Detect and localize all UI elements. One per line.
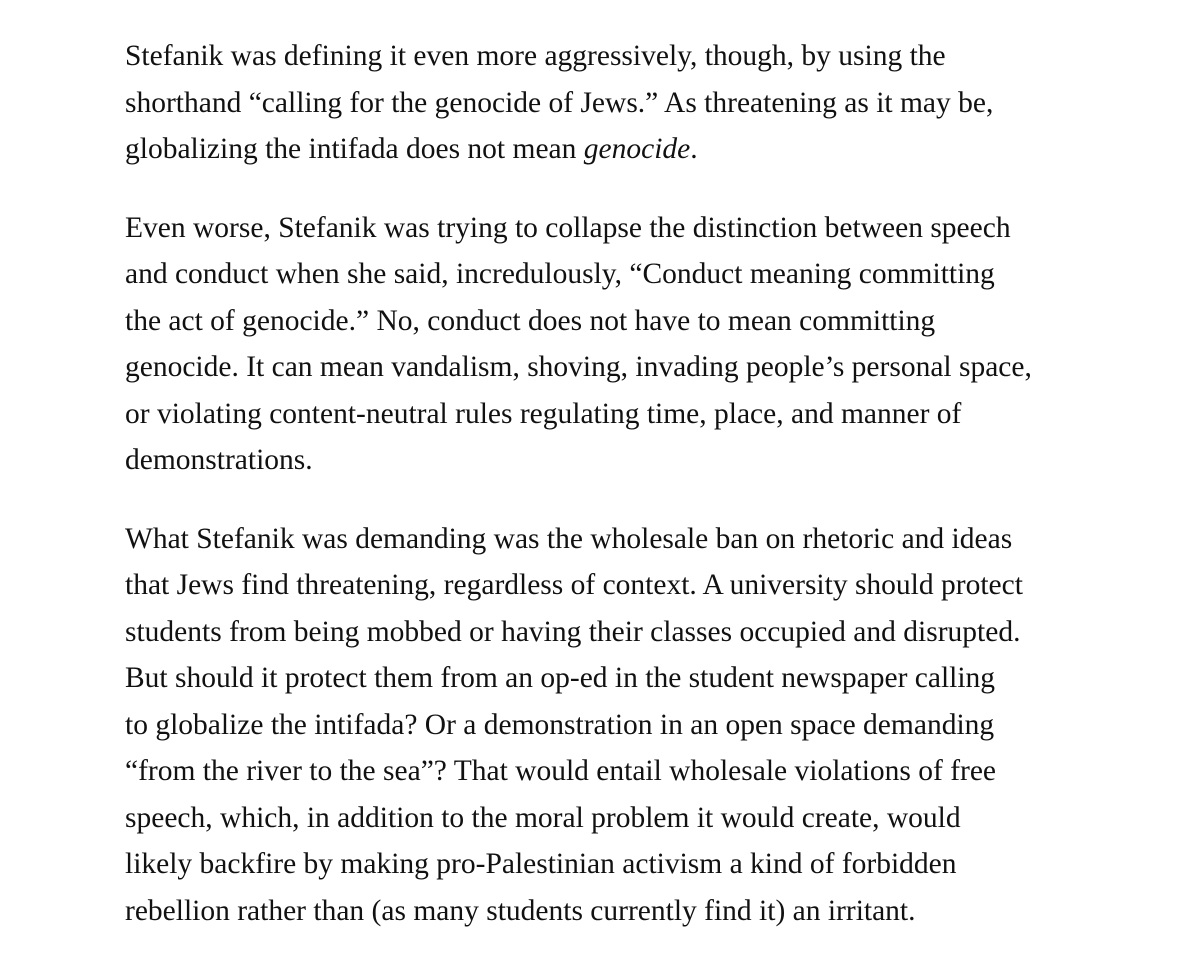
text-line: Even worse, Stefanik was trying to collapse the distinction between speech xyxy=(125,211,1011,244)
text-line xyxy=(125,126,1185,173)
text-line: What Stefanik was demanding was the wholesale ban on rhetoric and ideas xyxy=(125,522,1013,555)
text-run: . xyxy=(690,133,698,165)
paragraph-1 xyxy=(125,33,1185,173)
text-line: shorthand “calling for the genocide of Jews.” As threatening as it may be, xyxy=(125,86,994,119)
paragraph-3 xyxy=(125,516,1185,935)
text-line: likely backfire by making pro-Palestinian activism a kind of forbidden xyxy=(125,848,957,880)
text-line: or violating content-neutral rules regulating time, place, and manner of xyxy=(125,397,962,430)
text-line: and conduct when she said, incredulously, “Conduct meaning committing xyxy=(125,258,995,290)
text-line: demonstrations. xyxy=(125,444,313,476)
text-line: But should it protect them from an op-ed in the student newspaper calling xyxy=(125,662,996,694)
text-line: students from being mobbed or having their classes occupied and disrupted. xyxy=(125,615,1021,648)
article-body xyxy=(125,33,1185,966)
emphasized-word: genocide xyxy=(583,133,691,165)
text-run: globalizing the intifada does not mean xyxy=(125,133,584,165)
text-line: Stefanik was defining it even more aggressively, though, by using the xyxy=(125,40,946,72)
text-line: “from the river to the sea”? That would entail wholesale violations of free xyxy=(125,755,997,787)
text-line: genocide. It can mean vandalism, shoving, invading people’s personal space, xyxy=(125,351,1032,383)
text-line: the act of genocide.” No, conduct does not have to mean committing xyxy=(125,304,936,337)
text-line: that Jews find threatening, regardless of context. A university should protect xyxy=(125,569,1023,601)
text-line: rebellion rather than (as many students currently find it) an irritant. xyxy=(125,894,916,927)
paragraph-2 xyxy=(125,205,1185,484)
text-line: to globalize the intifada? Or a demonstration in an open space demanding xyxy=(125,708,995,741)
text-line: speech, which, in addition to the moral problem it would create, would xyxy=(125,801,961,834)
